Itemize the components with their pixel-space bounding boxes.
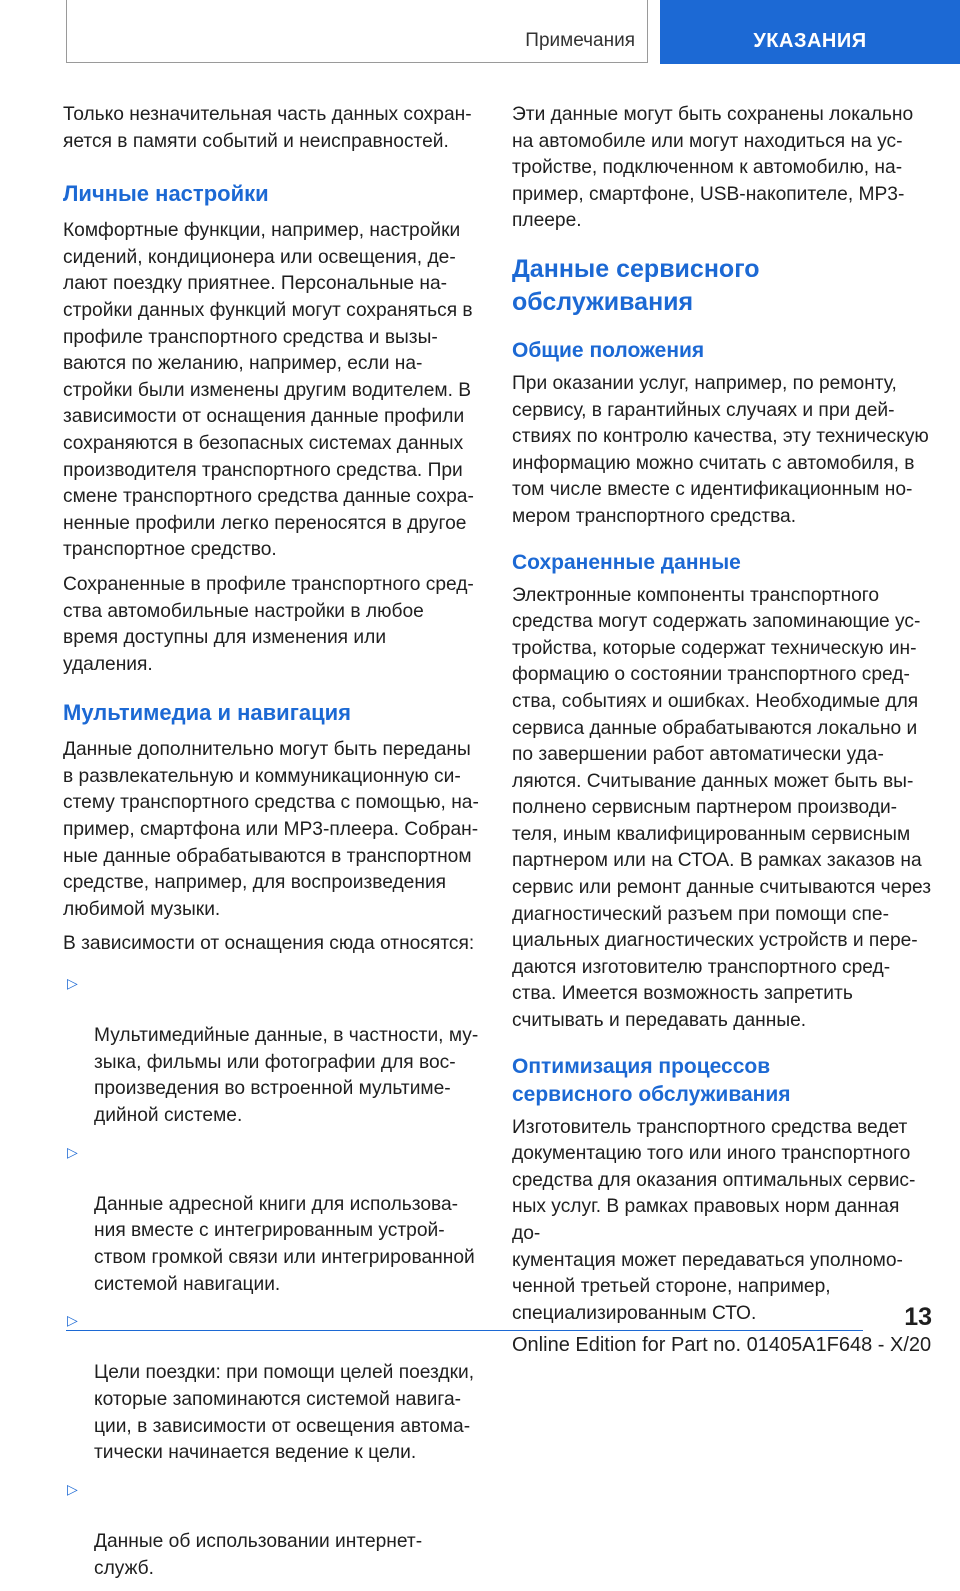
header-section-tab bbox=[660, 0, 960, 64]
paragraph: Эти данные могут быть сохранены локально на автомобиле или могут находиться на ус‐ тройстве, подключенном к автомобилю, на‐ пример, смартфоне, USB-накопителе, MP3- плеере. bbox=[512, 104, 914, 232]
paragraph: В зависимости от оснащения сюда относятся: bbox=[63, 933, 475, 955]
header-notes-label: Примечания bbox=[525, 30, 635, 51]
triangle-bullet-icon: ▷ bbox=[67, 975, 78, 992]
page-number: 13 bbox=[904, 1303, 932, 1331]
list-item bbox=[63, 970, 479, 1130]
list-item bbox=[63, 1307, 479, 1467]
heading-service-data: Данные сервисного обслуживания bbox=[512, 254, 760, 316]
paragraph: Изготовитель транспортного средства ведет документацию того или иного транспортного средства для оказания оптимальных сервис‐ ных услуг. В рамках правовых норм данная до‐ кументация может передаваться уполномо‐ ченной третьей стороне, например, специализированным СТО. bbox=[512, 1116, 916, 1324]
header-section-label: УКАЗАНИЯ bbox=[753, 30, 867, 52]
paragraph: Электронные компоненты транспортного средства могут содержать запоминающие ус‐ тройства, которые содержат техническую ин‐ формацию о состоянии транспортного сред‐ ства, событиях и ошибках. Необходимые для сервиса данные обрабатываются локально и по завершении работ автоматически уда‐ ляются. Считывание данных может быть вы‐ полнено сервисным партнером производи‐ теля, иным квалифицированным сервисным партнером или на СТОА. В рамках заказов на сервис или ремонт данные считываются через диагностический разъем при помощи спе‐ циальных диагностических устройств и пере‐ даются изготовителю транспортного сред‐ ства. Имеется возможность запретить считывать и передавать данные. bbox=[512, 584, 932, 1032]
list-item-text: Мультимедийные данные, в частности, му‐ зыка, фильмы или фотографии для вос‐ произведения во встроенной мультиме‐ дийной системе. bbox=[94, 1025, 479, 1126]
list-item bbox=[63, 1476, 479, 1582]
triangle-bullet-icon: ▷ bbox=[67, 1143, 78, 1160]
heading-personal-settings: Личные настройки bbox=[63, 181, 269, 207]
list-item-text: Данные адресной книги для использова‐ ния вместе с интегрированным устрой‐ ством громкой связи или интегрированной системой навигации. bbox=[94, 1193, 475, 1295]
triangle-bullet-icon: ▷ bbox=[67, 1312, 78, 1329]
list-item bbox=[63, 1139, 479, 1299]
paragraph: Сохраненные в профиле транспортного сред‐ ства автомобильные настройки в любое время доступны для изменения или удаления. bbox=[63, 573, 474, 675]
header-notes-tab bbox=[66, 0, 648, 63]
right-column bbox=[512, 102, 932, 1335]
heading-saved-data: Сохраненные данные bbox=[512, 550, 741, 574]
heading-multimedia-navigation: Мультимедиа и навигация bbox=[63, 700, 351, 726]
heading-general-provisions: Общие положения bbox=[512, 338, 705, 362]
footer-divider bbox=[66, 1330, 863, 1331]
list-item-text: Цели поездки: при помощи целей поездки, которые запоминаются системой навига‐ ции, в зависимости от освещения автома‐ тически начинается ведение к цели. bbox=[94, 1362, 475, 1464]
edition-footer: Online Edition for Part no. 01405A1F648 - X/20 bbox=[512, 1334, 932, 1356]
paragraph: Только незначительная часть данных сохран‐ яется в памяти событий и неисправностей. bbox=[63, 104, 472, 152]
list-item-text: Данные об использовании интернет- служб. bbox=[94, 1530, 423, 1579]
paragraph: Комфортные функции, например, настройки сидений, кондиционера или освещения, де‐ лают поездку приятнее. Персональные на‐ стройки данных функций могут сохраняться в профиле транспортного средства и вызы‐ ваются по желанию, например, если на‐ стройки были изменены другим водителем. В зависимости от оснащения данные профили сохраняются в безопасных системах данных производителя транспортного средства. При смене транспортного средства данные сохра‐ ненные профили легко переносятся в другое транспортное средство. bbox=[63, 220, 474, 561]
paragraph: При оказании услуг, например, по ремонту, сервису, в гарантийных случаях и при дей‐ ствиях по контролю качества, эту техническую информацию можно считать с автомобиля, в том числе вместе с идентификационным но‐ мером транспортного средства. bbox=[512, 372, 929, 527]
paragraph: Данные дополнительно могут быть переданы в развлекательную и коммуникационную си‐ стему транспортного средства с помощью, на‐ пример, смартфона или MP3-плеера. Собран‐ ные данные обрабатываются в транспортном средстве, например, для воспроизведения любимой музыки. bbox=[63, 739, 479, 920]
heading-process-optimization: Оптимизация процессов сервисного обслуживания bbox=[512, 1054, 791, 1106]
triangle-bullet-icon: ▷ bbox=[67, 1480, 78, 1497]
left-column bbox=[63, 102, 479, 1591]
